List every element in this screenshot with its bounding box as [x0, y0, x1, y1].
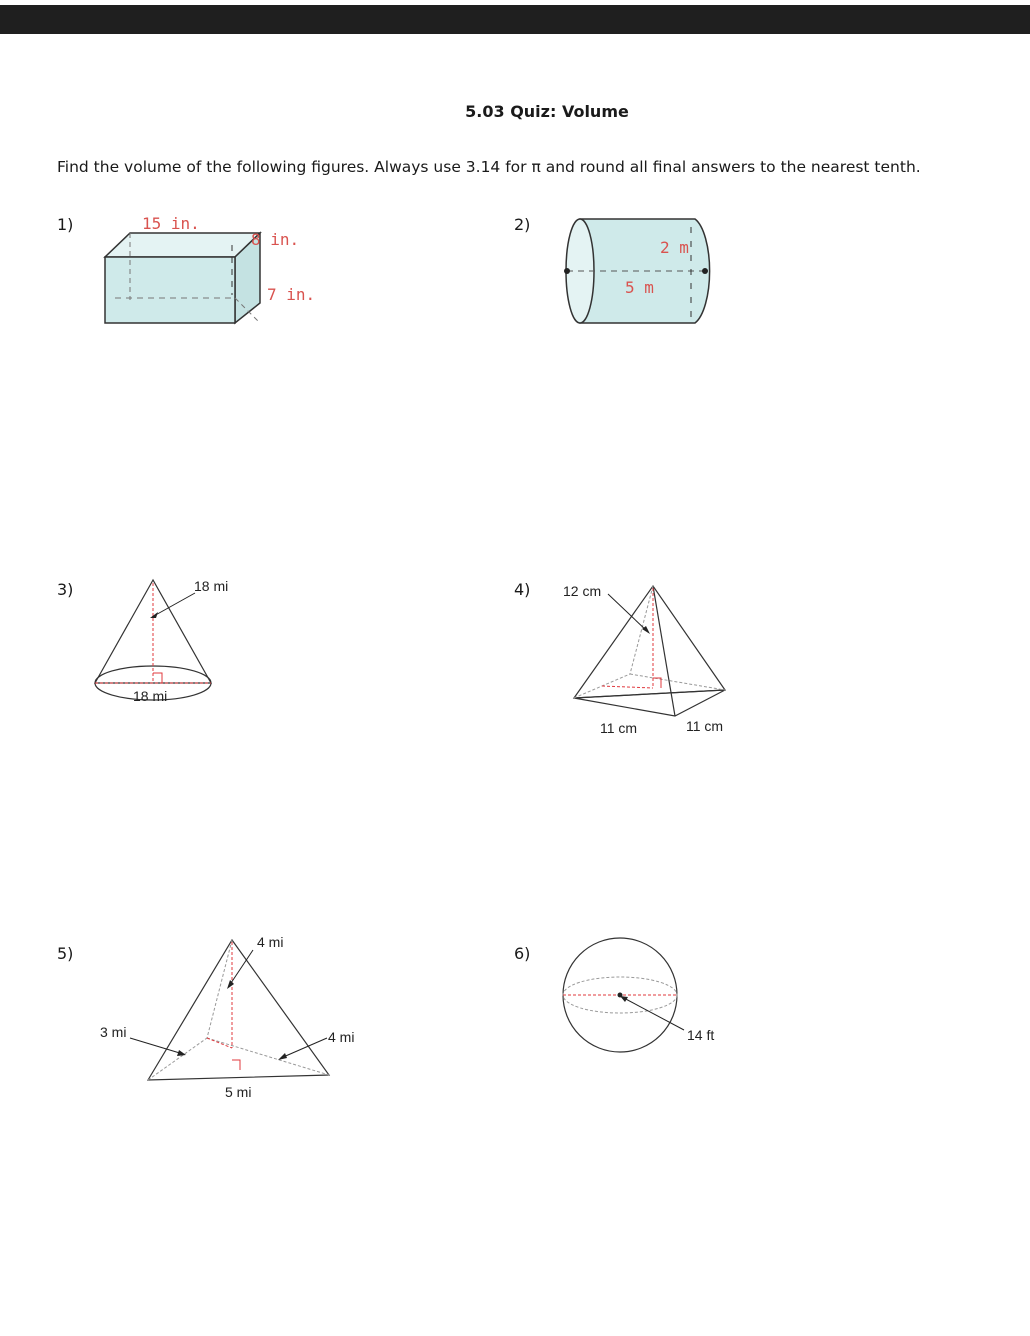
sphere-figure	[558, 935, 738, 1065]
problem-number-2: 2)	[514, 215, 531, 234]
problem-number-3: 3)	[57, 580, 74, 599]
problem-number-1: 1)	[57, 215, 74, 234]
problem-number-5: 5)	[57, 944, 74, 963]
square-pyramid-figure	[560, 578, 740, 738]
label-width: 8 in.	[251, 230, 300, 249]
label-length: 15 in.	[142, 214, 200, 233]
label-height: 7 in.	[267, 285, 316, 304]
problem-number-6: 6)	[514, 944, 531, 963]
cone-figure	[90, 575, 260, 715]
label-right-edge: 4 mi	[328, 1029, 355, 1045]
label-base-side-2: 11 cm	[686, 718, 724, 734]
label-slant-height: 12 cm	[563, 583, 602, 599]
label-slant: 18 mi	[194, 578, 229, 594]
cylinder-figure	[555, 205, 735, 335]
page-title: 5.03 Quiz: Volume	[465, 102, 629, 121]
top-bar	[0, 5, 1030, 34]
label-base-side-1: 11 cm	[600, 720, 638, 736]
label-diameter: 14 ft	[687, 1027, 715, 1043]
problem-number-4: 4)	[514, 580, 531, 599]
rectangular-prism-figure	[95, 205, 325, 335]
instructions: Find the volume of the following figures. Always use 3.14 for π and round all final answers to the nearest tenth.	[57, 158, 921, 176]
label-left-edge: 3 mi	[100, 1024, 127, 1040]
label-base: 5 mi	[225, 1084, 252, 1100]
label-diameter: 18 mi	[133, 688, 168, 704]
label-radius: 2 m	[660, 238, 689, 257]
label-top-edge: 4 mi	[257, 934, 284, 950]
label-height: 5 m	[625, 278, 654, 297]
triangular-pyramid-figure	[95, 930, 355, 1110]
